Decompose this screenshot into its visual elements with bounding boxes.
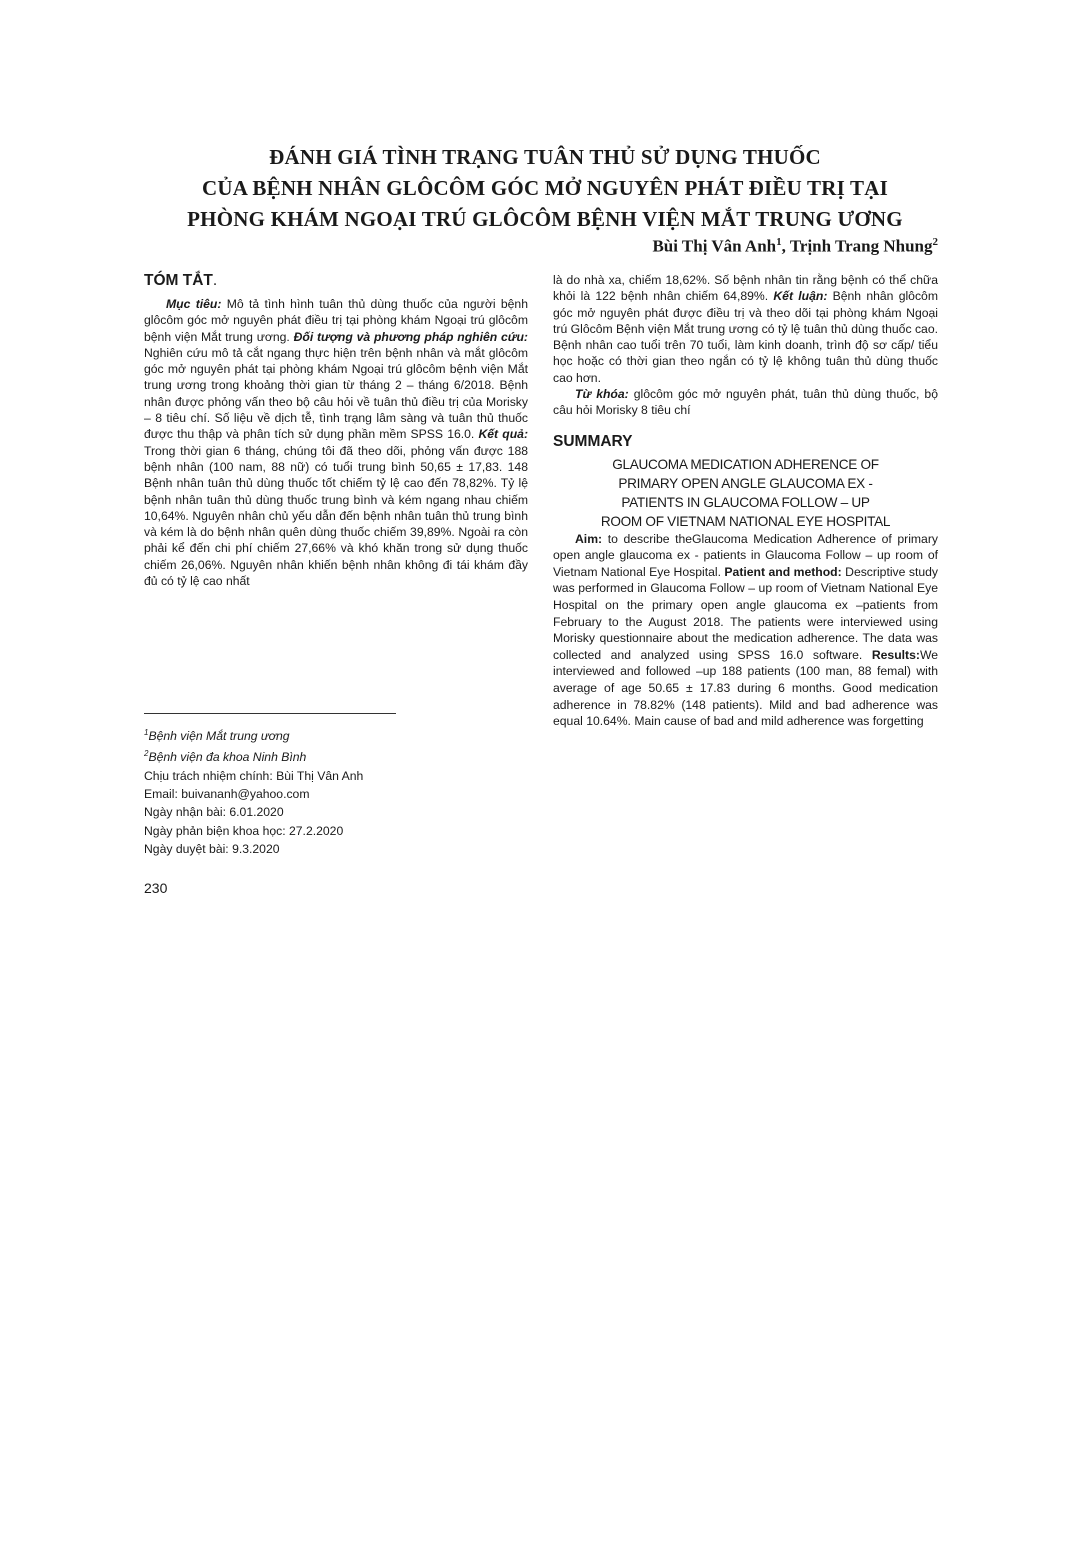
affil-text: Bệnh viện Mắt trung ương — [148, 729, 290, 744]
abstract-heading — [144, 272, 528, 290]
label-method: Đối tượng và phương pháp nghiên cứu: — [293, 329, 528, 344]
abstract-heading-dot: . — [212, 272, 218, 289]
abstract-vi-body — [144, 296, 528, 589]
affil-text: Bệnh viện đa khoa Ninh Bình — [148, 750, 307, 765]
date-reviewed: Ngày phản biện khoa học: 27.2.2020 — [144, 823, 344, 838]
affil-mark: 2 — [144, 749, 149, 759]
label-aim-en: Aim: — [575, 531, 603, 546]
abstract-vi-body-cont — [553, 272, 938, 386]
text-method: Nghiên cứu mô tả cắt ngang thực hiện trên bệnh nhân và mắt glôcôm góc mở nguyên phát tại phòng khám Ngoại trú glôcôm bệnh viện Mắt trung ương trong khoảng thời gian từ tháng 2 – tháng 6/2018. Bệnh nhân được phỏng vấn theo bộ câu hỏi về tuân thủ điều trị của Morisky – 8 tiêu chí. Số liệu về dịch tễ, tình trạng lâm sàng và tuân thủ thuốc được thu thập và phân tích sử dụng phần mềm SPSS 16.0. — [144, 345, 528, 442]
footnote-divider — [144, 713, 396, 714]
title-line: ĐÁNH GIÁ TÌNH TRẠNG TUÂN THỦ SỬ DỤNG THUỐC — [269, 145, 821, 169]
author-affil-mark: 2 — [932, 236, 938, 248]
text-aim: Mô tả tình hình tuân thủ dùng thuốc của người bệnh glôcôm góc mở nguyên phát điều trị tại phòng khám Ngoại trú glôcôm bệnh viện Mắt trung ương. — [144, 297, 528, 344]
english-title-line: PRIMARY OPEN ANGLE GLAUCOMA EX - — [618, 475, 873, 491]
page-number: 230 — [144, 880, 168, 896]
paper-title — [150, 142, 940, 235]
label-aim: Mục tiêu: — [166, 297, 222, 311]
label-keywords: Từ khóa: — [575, 387, 629, 402]
author-name: Trịnh Trang Nhung — [789, 236, 933, 256]
right-column — [553, 272, 938, 730]
abstract-heading-text: TÓM TẮT — [144, 272, 213, 289]
english-title — [553, 455, 938, 531]
affiliation-2 — [144, 745, 528, 766]
english-title-line: PATIENTS IN GLAUCOMA FOLLOW – UP — [621, 494, 870, 510]
authors — [652, 236, 938, 257]
email: Email: buivananh@yahoo.com — [144, 787, 310, 802]
affiliation-1 — [144, 724, 528, 745]
left-column — [144, 272, 528, 589]
date-approved: Ngày duyệt bài: 9.3.2020 — [144, 841, 280, 856]
english-title-line: GLAUCOMA MEDICATION ADHERENCE OF — [612, 456, 879, 472]
text-conclusion: Bệnh nhân glôcôm góc mở nguyên phát được điều trị và theo dõi tại phòng khám Ngoại trú Glôcôm Bệnh viện Mắt trung ương có tỷ lệ tuân thủ dùng thuốc cao. Bệnh nhân cao tuổi trên 70 tuổi, làm kinh doanh, trình độ sơ cấp/ tiểu học hoặc có thời gian theo ngắn có tỷ lệ không tuân thủ dùng thuốc cao hơn. — [553, 289, 938, 385]
author-separator: , — [781, 236, 790, 256]
title-line: CỦA BỆNH NHÂN GLÔCÔM GÓC MỞ NGUYÊN PHÁT ĐIỀU TRỊ TẠI — [202, 176, 888, 200]
text-results-en: We interviewed and followed –up 188 patients (100 man, 88 femal) with average of age 50.65 ± 17.83 during 6 months. Good medication adherence in 78.82% (148 patients). Mild and bad adherence was equal 10.64%. Main cause of bad and mild adherence was forgetting — [553, 647, 938, 729]
label-conclusion: Kết luận: — [773, 289, 828, 304]
footnotes — [144, 724, 528, 858]
title-line: PHÒNG KHÁM NGOẠI TRÚ GLÔCÔM BỆNH VIỆN MẮT TRUNG ƯƠNG — [187, 207, 903, 231]
date-received: Ngày nhận bài: 6.01.2020 — [144, 805, 284, 820]
label-results-en: Results: — [871, 647, 920, 662]
text-result: Trong thời gian 6 tháng, chúng tôi đã theo dõi, phỏng vấn được 188 bệnh nhân (100 nam, 88 nữ) có tuổi trung bình 50,65 ± 17,83. 148 Bệnh nhân tuân thủ dùng thuốc tốt chiếm tỷ lệ cao đến 78,82%. Tỷ lệ bệnh nhân tuân thủ dùng thuốc trung bình và kém ngang nhau chiếm 10,64%. Nguyên nhân chủ yếu dẫn đến bệnh nhân tuân thủ trung bình và kém là do bệnh nhân quên dùng thuốc chiếm 39,89%. Ngoài ra còn phải kể đến chi phí chiếm 27,66% và khó khăn trong sử dụng thuốc chiếm 26,06%. Nguyên nhân khiến bệnh nhân không đi tái khám đầy đủ có tỷ lệ cao nhất — [144, 443, 528, 589]
text-keywords: glôcôm góc mở nguyên phát, tuân thủ dùng thuốc, bộ câu hỏi Morisky 8 tiêu chí — [553, 387, 938, 418]
author-name: Bùi Thị Vân Anh — [652, 236, 777, 256]
summary-heading: SUMMARY — [553, 432, 633, 450]
text-result-cont: là do nhà xa, chiếm 18,62%. Số bệnh nhân tin rằng bệnh có thể chữa khỏi là 122 bệnh nhân chiếm 64,89%. — [553, 273, 938, 304]
author-affil-mark: 1 — [776, 236, 782, 248]
label-method-en: Patient and method: — [724, 564, 842, 579]
english-title-line: ROOM OF VIETNAM NATIONAL EYE HOSPITAL — [600, 513, 891, 529]
text-method-en: Descriptive study was performed in Glaucoma Follow – up room of Vietnam National Eye Hospital on the primary open angle glaucoma ex –patients from February to the August 2018. The patients were interviewed using Morisky questionnaire about the medication adherence. The data was collected and analyzed using SPSS 16.0 software. — [553, 564, 938, 662]
keywords — [553, 386, 938, 419]
affil-mark: 1 — [144, 728, 149, 737]
summary-body — [553, 531, 938, 730]
text-aim-en: to describe theGlaucoma Medication Adherence of primary open angle glaucoma ex - patients in Glaucoma Follow – up room of Vietnam National Eye Hospital. — [553, 531, 938, 579]
label-result: Kết quả: — [478, 427, 528, 442]
responsible-author: Chịu trách nhiệm chính: Bùi Thị Vân Anh — [144, 768, 364, 783]
